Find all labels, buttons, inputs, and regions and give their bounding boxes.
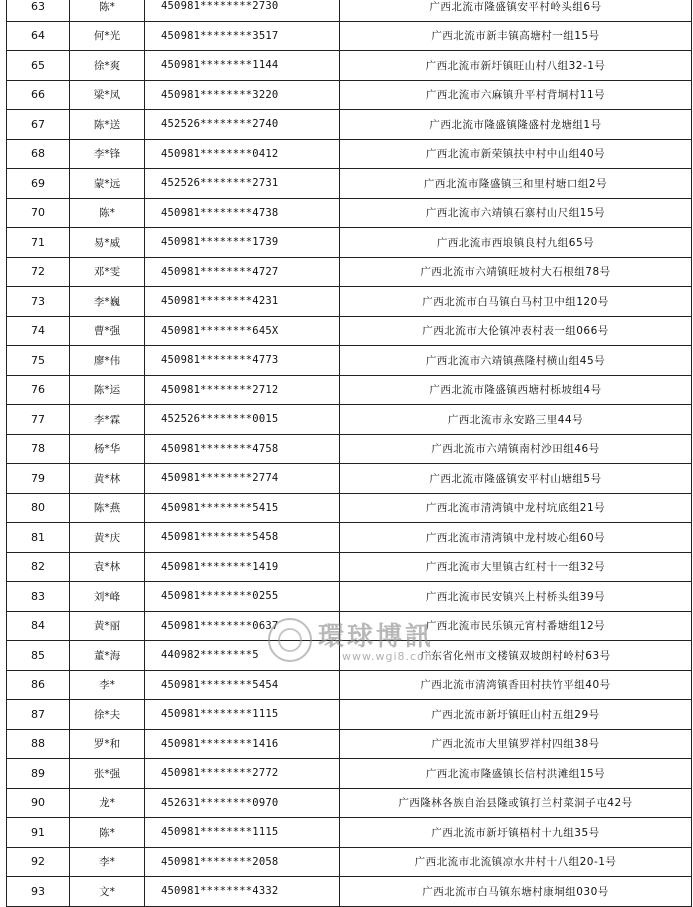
row-number-cell: 83 <box>7 582 70 612</box>
name-cell: 陈*运 <box>70 375 145 405</box>
address-cell: 广西北流市隆盛镇安平村岭头组6号 <box>340 0 692 21</box>
table-row <box>7 51 692 81</box>
row-number-cell: 88 <box>7 729 70 759</box>
id-number-cell: 450981********4773 <box>145 346 340 376</box>
id-number-cell: 450981********2774 <box>145 464 340 494</box>
row-number-cell: 77 <box>7 405 70 435</box>
address-cell: 广东省化州市文楼镇双坡朗村岭村63号 <box>340 641 692 671</box>
row-number-cell: 66 <box>7 80 70 110</box>
table-row <box>7 788 692 818</box>
name-cell: 罗*和 <box>70 729 145 759</box>
id-number-cell: 450981********2058 <box>145 847 340 877</box>
row-number-cell: 89 <box>7 759 70 789</box>
name-cell: 黄*林 <box>70 464 145 494</box>
name-cell: 杨*华 <box>70 434 145 464</box>
table-row <box>7 80 692 110</box>
table-row <box>7 464 692 494</box>
row-number-cell: 63 <box>7 0 70 21</box>
name-cell: 蒙*远 <box>70 169 145 199</box>
address-cell: 广西北流市白马镇白马村卫中组120号 <box>340 287 692 317</box>
address-cell: 广西北流市北流镇凉水井村十八组20-1号 <box>340 847 692 877</box>
address-cell: 广西北流市永安路三里44号 <box>340 405 692 435</box>
name-cell: 徐*爽 <box>70 51 145 81</box>
table-row <box>7 169 692 199</box>
row-number-cell: 71 <box>7 228 70 258</box>
name-cell: 徐*夫 <box>70 700 145 730</box>
id-number-cell: 450981********1115 <box>145 818 340 848</box>
address-cell: 广西北流市六靖镇南村沙田组46号 <box>340 434 692 464</box>
name-cell: 袁*林 <box>70 552 145 582</box>
address-cell: 广西北流市清湾镇中龙村坑底组21号 <box>340 493 692 523</box>
records-table-body <box>7 0 692 906</box>
table-row <box>7 316 692 346</box>
id-number-cell: 450981********5458 <box>145 523 340 553</box>
id-number-cell: 450981********1144 <box>145 51 340 81</box>
row-number-cell: 82 <box>7 552 70 582</box>
row-number-cell: 79 <box>7 464 70 494</box>
name-cell: 张*强 <box>70 759 145 789</box>
name-cell: 曹*强 <box>70 316 145 346</box>
table-row <box>7 21 692 51</box>
row-number-cell: 92 <box>7 847 70 877</box>
name-cell: 何*光 <box>70 21 145 51</box>
address-cell: 广西北流市隆盛镇隆盛村龙塘组1号 <box>340 110 692 140</box>
table-row <box>7 228 692 258</box>
table-row <box>7 523 692 553</box>
table-row <box>7 139 692 169</box>
row-number-cell: 67 <box>7 110 70 140</box>
id-number-cell: 450981********2730 <box>145 0 340 21</box>
id-number-cell: 450981********3517 <box>145 21 340 51</box>
name-cell: 陈* <box>70 818 145 848</box>
name-cell: 李*巍 <box>70 287 145 317</box>
row-number-cell: 74 <box>7 316 70 346</box>
table-row <box>7 641 692 671</box>
table-row <box>7 700 692 730</box>
row-number-cell: 84 <box>7 611 70 641</box>
row-number-cell: 70 <box>7 198 70 228</box>
table-row <box>7 729 692 759</box>
name-cell: 黄*庆 <box>70 523 145 553</box>
table-row <box>7 110 692 140</box>
name-cell: 李* <box>70 847 145 877</box>
name-cell: 廖*伟 <box>70 346 145 376</box>
id-number-cell: 452631********0970 <box>145 788 340 818</box>
name-cell: 李*霖 <box>70 405 145 435</box>
name-cell: 刘*峰 <box>70 582 145 612</box>
name-cell: 陈* <box>70 198 145 228</box>
row-number-cell: 76 <box>7 375 70 405</box>
table-row <box>7 877 692 907</box>
watermark-url: www.wgi8.com <box>342 650 437 663</box>
address-cell: 广西北流市六靖镇燕隆村横山组45号 <box>340 346 692 376</box>
address-cell: 广西北流市隆盛镇三和里村塘口组2号 <box>340 169 692 199</box>
row-number-cell: 93 <box>7 877 70 907</box>
address-cell: 广西北流市白马镇东塘村康垌组030号 <box>340 877 692 907</box>
table-row <box>7 405 692 435</box>
table-row <box>7 346 692 376</box>
table-row <box>7 611 692 641</box>
address-cell: 广西北流市隆盛镇长信村洪滩组15号 <box>340 759 692 789</box>
name-cell: 陈*送 <box>70 110 145 140</box>
name-cell: 易*威 <box>70 228 145 258</box>
address-cell: 广西北流市民安镇兴上村桥头组39号 <box>340 582 692 612</box>
records-table <box>6 0 692 907</box>
id-number-cell: 450981********4332 <box>145 877 340 907</box>
row-number-cell: 75 <box>7 346 70 376</box>
name-cell: 梁*凤 <box>70 80 145 110</box>
address-cell: 广西北流市六麻镇升平村背垌村11号 <box>340 80 692 110</box>
address-cell: 广西北流市大伦镇冲表村表一组066号 <box>340 316 692 346</box>
id-number-cell: 450981********1115 <box>145 700 340 730</box>
name-cell: 李* <box>70 670 145 700</box>
id-number-cell: 450981********2712 <box>145 375 340 405</box>
address-cell: 广西北流市清湾镇香田村扶竹平组40号 <box>340 670 692 700</box>
watermark-text: 環球博訊 <box>318 622 435 652</box>
table-row <box>7 759 692 789</box>
row-number-cell: 87 <box>7 700 70 730</box>
id-number-cell: 440982********5 <box>145 641 340 671</box>
address-cell: 广西北流市民乐镇元宵村番塘组12号 <box>340 611 692 641</box>
address-cell: 广西北流市六靖镇石寨村山尺组15号 <box>340 198 692 228</box>
id-number-cell: 450981********4738 <box>145 198 340 228</box>
table-row <box>7 582 692 612</box>
address-cell: 广西北流市新荣镇扶中村中山组40号 <box>340 139 692 169</box>
address-cell: 广西北流市新圩镇梧村十九组35号 <box>340 818 692 848</box>
id-number-cell: 450981********0637 <box>145 611 340 641</box>
address-cell: 广西北流市新圩镇旺山村八组32-1号 <box>340 51 692 81</box>
address-cell: 广西隆林各族自治县隆或镇打兰村菜洞子屯42号 <box>340 788 692 818</box>
name-cell: 李*锋 <box>70 139 145 169</box>
id-number-cell: 450981********5415 <box>145 493 340 523</box>
id-number-cell: 450981********645X <box>145 316 340 346</box>
row-number-cell: 80 <box>7 493 70 523</box>
row-number-cell: 68 <box>7 139 70 169</box>
row-number-cell: 65 <box>7 51 70 81</box>
row-number-cell: 91 <box>7 818 70 848</box>
table-row <box>7 375 692 405</box>
table-row <box>7 257 692 287</box>
row-number-cell: 78 <box>7 434 70 464</box>
address-cell: 广西北流市大里镇罗祥村四组38号 <box>340 729 692 759</box>
table-row <box>7 434 692 464</box>
name-cell: 陈* <box>70 0 145 21</box>
table-row <box>7 0 692 21</box>
row-number-cell: 90 <box>7 788 70 818</box>
row-number-cell: 69 <box>7 169 70 199</box>
id-number-cell: 450981********5454 <box>145 670 340 700</box>
id-number-cell: 450981********0255 <box>145 582 340 612</box>
address-cell: 广西北流市西埌镇良村九组65号 <box>340 228 692 258</box>
name-cell: 文* <box>70 877 145 907</box>
row-number-cell: 86 <box>7 670 70 700</box>
id-number-cell: 450981********3220 <box>145 80 340 110</box>
table-row <box>7 493 692 523</box>
id-number-cell: 450981********0412 <box>145 139 340 169</box>
id-number-cell: 450981********4727 <box>145 257 340 287</box>
id-number-cell: 450981********4758 <box>145 434 340 464</box>
row-number-cell: 81 <box>7 523 70 553</box>
table-row <box>7 847 692 877</box>
address-cell: 广西北流市隆盛镇安平村山塘组5号 <box>340 464 692 494</box>
id-number-cell: 450981********2772 <box>145 759 340 789</box>
id-number-cell: 452526********2740 <box>145 110 340 140</box>
address-cell: 广西北流市六靖镇旺坡村大石根组78号 <box>340 257 692 287</box>
row-number-cell: 72 <box>7 257 70 287</box>
row-number-cell: 64 <box>7 21 70 51</box>
name-cell: 龙* <box>70 788 145 818</box>
id-number-cell: 450981********1739 <box>145 228 340 258</box>
row-number-cell: 85 <box>7 641 70 671</box>
table-row <box>7 552 692 582</box>
table-row <box>7 818 692 848</box>
name-cell: 陈*燕 <box>70 493 145 523</box>
name-cell: 邓*雯 <box>70 257 145 287</box>
address-cell: 广西北流市隆盛镇西塘村栎坡组4号 <box>340 375 692 405</box>
id-number-cell: 452526********2731 <box>145 169 340 199</box>
id-number-cell: 452526********0015 <box>145 405 340 435</box>
row-number-cell: 73 <box>7 287 70 317</box>
address-cell: 广西北流市清湾镇中龙村坡心组60号 <box>340 523 692 553</box>
address-cell: 广西北流市新丰镇高塘村一组15号 <box>340 21 692 51</box>
name-cell: 黄*丽 <box>70 611 145 641</box>
name-cell: 董*海 <box>70 641 145 671</box>
id-number-cell: 450981********1416 <box>145 729 340 759</box>
table-row <box>7 670 692 700</box>
table-row <box>7 198 692 228</box>
address-cell: 广西北流市大里镇古红村十一组32号 <box>340 552 692 582</box>
id-number-cell: 450981********1419 <box>145 552 340 582</box>
table-row <box>7 287 692 317</box>
id-number-cell: 450981********4231 <box>145 287 340 317</box>
address-cell: 广西北流市新圩镇旺山村五组29号 <box>340 700 692 730</box>
